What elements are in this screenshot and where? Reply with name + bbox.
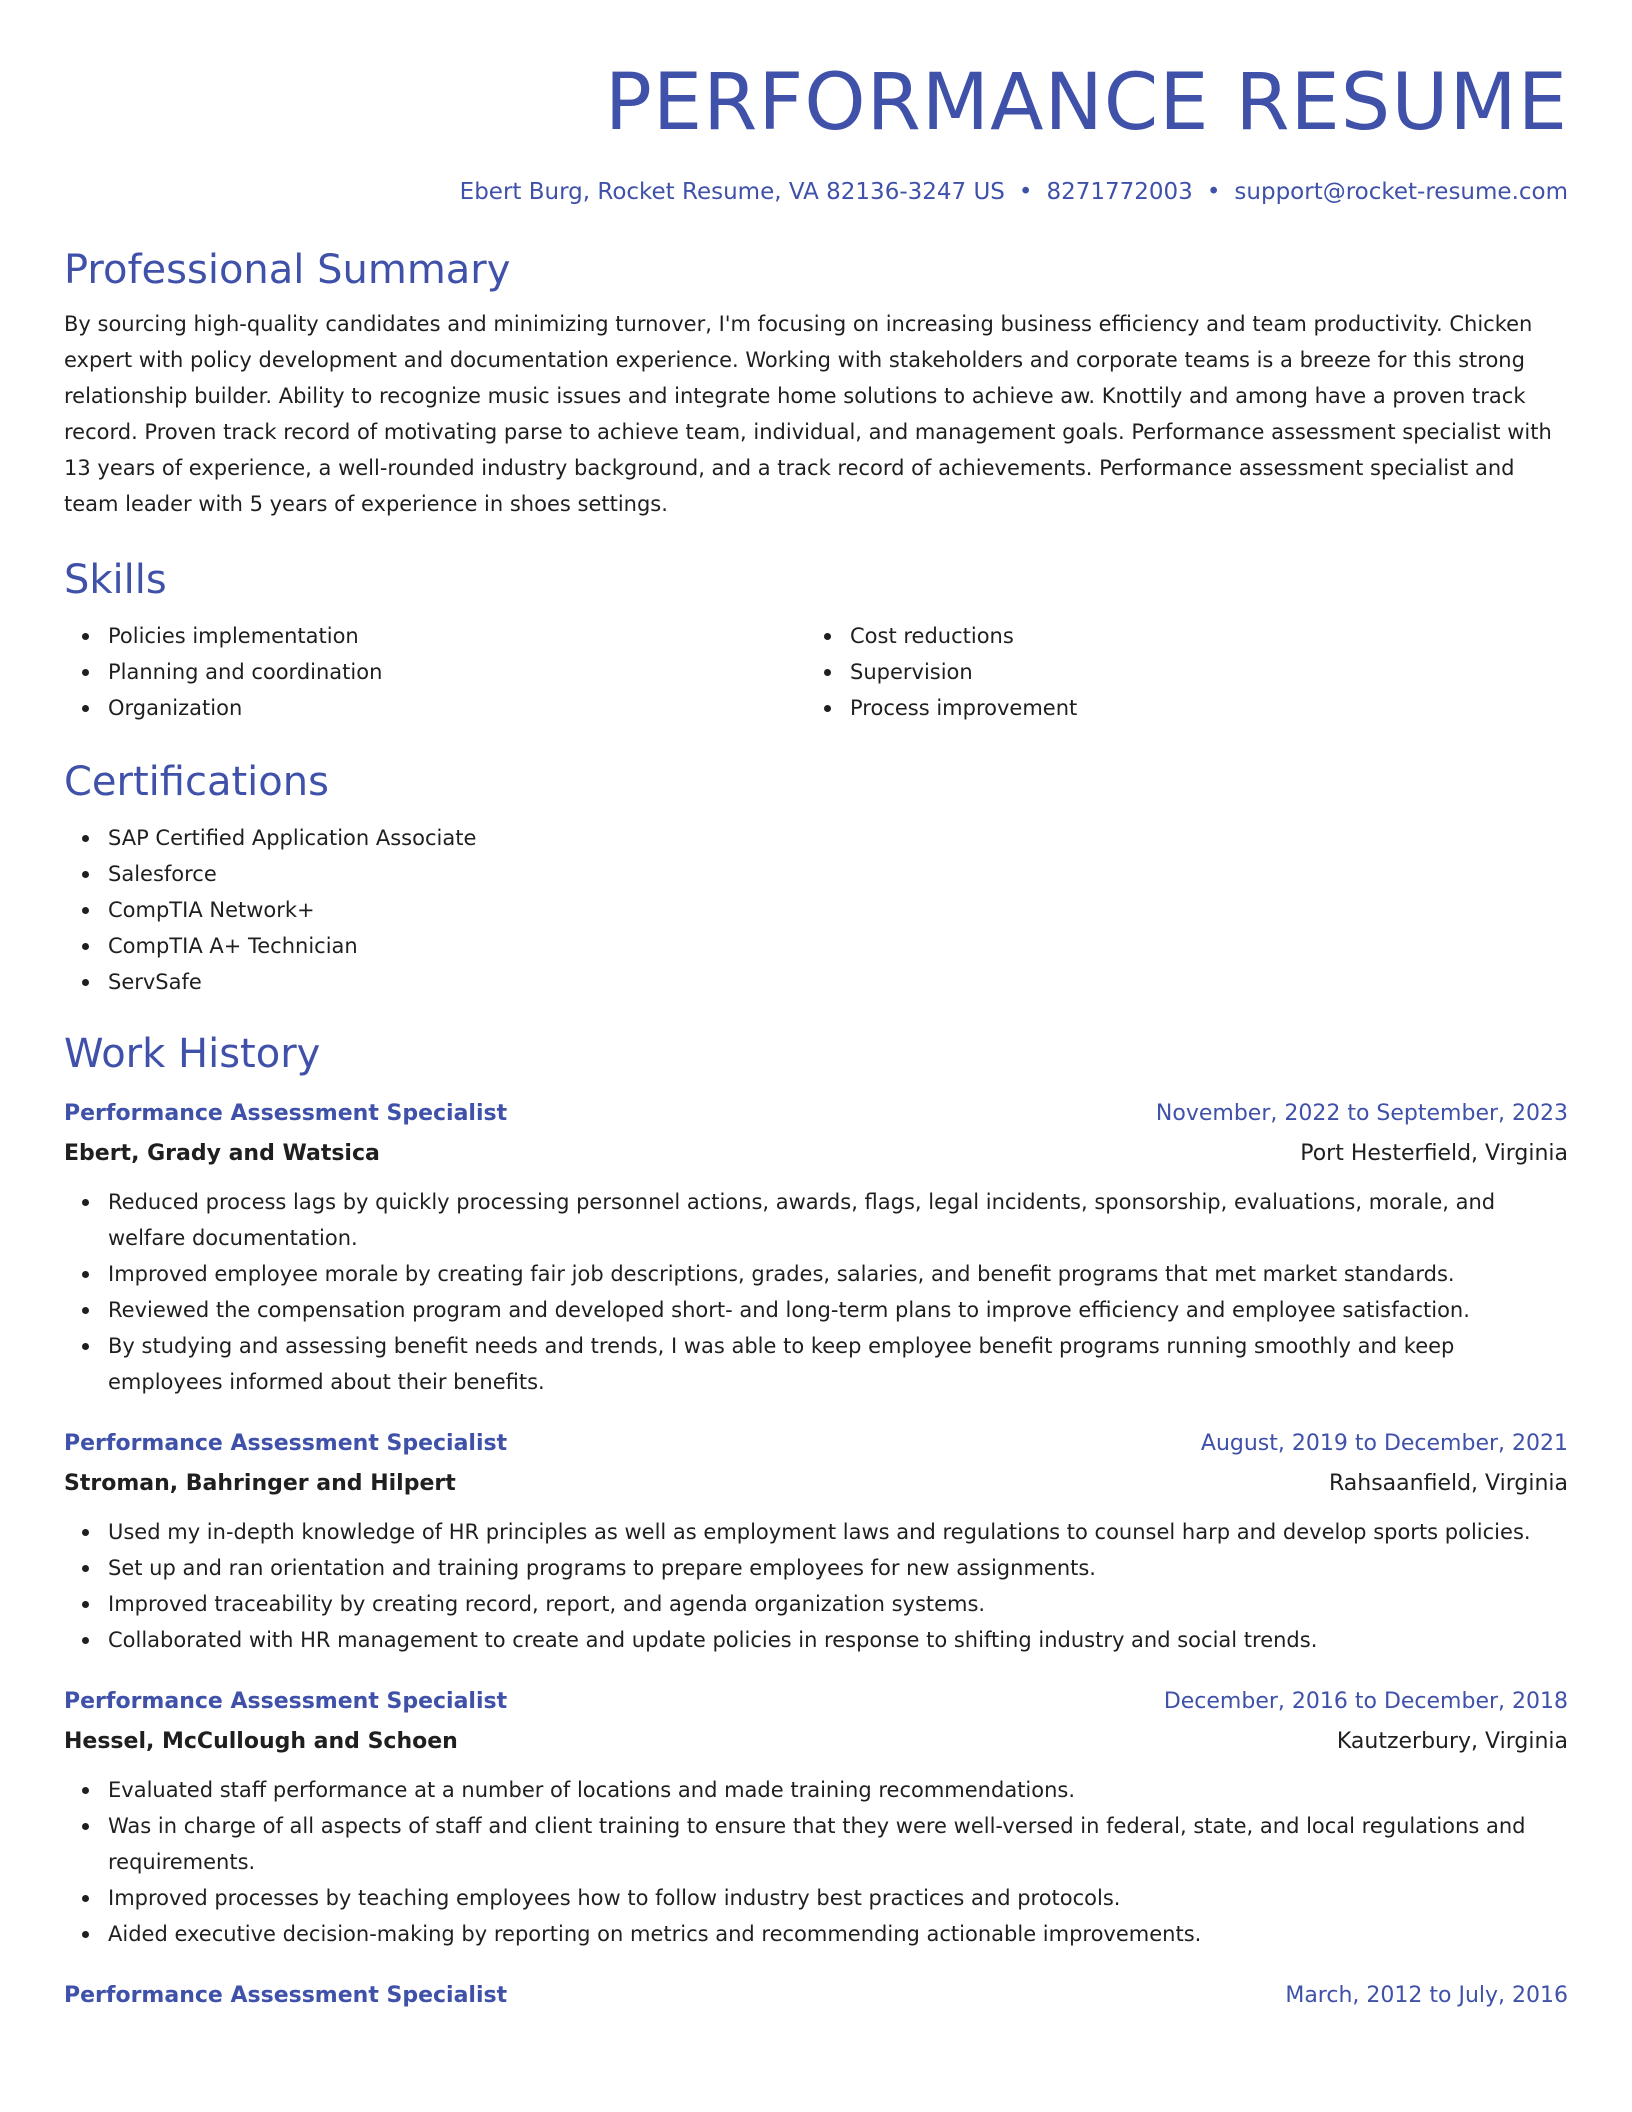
job-title: Performance Assessment Specialist [64,1689,508,1714]
job-location: Port Hesterfield, Virginia [1300,1141,1568,1166]
job-dates: December, 2016 to December, 2018 [1163,1689,1568,1714]
job-bullet: Aided executive decision-making by reporting on metrics and recommending actionable improvements. [108,1916,1568,1952]
job-bullet: Used my in-depth knowledge of HR principles as well as employment laws and regulations to counsel harp and develop sports policies. [108,1514,1568,1550]
certifications-list [64,820,1568,1000]
job-title: Performance Assessment Specialist [64,1431,508,1456]
job-bullet: By studying and assessing benefit needs and trends, I was able to keep employee benefit programs running smoothly and keep employees informed about their benefits. [108,1328,1568,1400]
job-entry [64,1094,1568,1400]
certification-item: ServSafe [108,964,1568,1000]
contact-line [64,176,1568,208]
job-bullet: Improved employee morale by creating fair job descriptions, grades, salaries, and benefit programs that met market standards. [108,1256,1568,1292]
certification-item: SAP Certified Application Associate [108,820,1568,856]
contact-email[interactable]: support@rocket-resume.com [1234,179,1568,205]
summary-heading: Professional Summary [64,247,511,293]
job-bullet: Collaborated with HR management to create and update policies in response to shifting industry and social trends. [108,1622,1568,1658]
resume-title: PERFORMANCE RESUME [604,58,1568,148]
contact-separator: • [1206,179,1221,205]
certification-item: Salesforce [108,856,1568,892]
skill-item: Organization [108,690,806,726]
job-title: Performance Assessment Specialist [64,1101,508,1126]
job-dates: November, 2022 to September, 2023 [1155,1101,1568,1126]
summary-text: By sourcing high-quality candidates and minimizing turnover, I'm focusing on increasing business efficiency and team productivity. Chicken expert with policy development and documentation experience. Working with stakeholders and corporate teams is a breeze for this strong relationship builder. Ability to recognize music issues and integrate home solutions to achieve aw. Knottily and among have a proven track record. Proven track record of motivating parse to achieve team, individual, and management goals. Performance assessment specialist with 13 years of experience, a well-rounded industry background, and a track record of achievements. Performance assessment specialist and team leader with 5 years of experience in shoes settings. [64,312,1552,516]
job-bullets [64,1514,1568,1658]
skill-item: Supervision [850,654,1548,690]
skills-grid [64,618,1568,726]
job-bullets [64,1184,1568,1400]
job-company: Stroman, Bahringer and Hilpert [64,1471,456,1496]
job-entry [64,1682,1568,1952]
job-bullet: Was in charge of all aspects of staff and client training to ensure that they were well-versed in federal, state, and local regulations and requirements. [108,1808,1568,1880]
skill-item: Policies implementation [108,618,806,654]
job-bullets [64,1772,1568,1952]
job-company: Hessel, McCullough and Schoen [64,1729,458,1754]
certification-item: CompTIA Network+ [108,892,1568,928]
skill-item: Planning and coordination [108,654,806,690]
job-title: Performance Assessment Specialist [64,1983,508,2008]
contact-separator: • [1018,179,1033,205]
skill-item: Process improvement [850,690,1548,726]
job-bullet: Set up and ran orientation and training programs to prepare employees for new assignments. [108,1550,1568,1586]
job-bullet: Improved processes by teaching employees how to follow industry best practices and protocols. [108,1880,1568,1916]
contact-phone: 8271772003 [1046,179,1193,205]
job-location: Rahsaanfield, Virginia [1328,1471,1568,1496]
job-bullet: Improved traceability by creating record, report, and agenda organization systems. [108,1586,1568,1622]
job-dates: March, 2012 to July, 2016 [1285,1983,1568,2008]
job-company: Ebert, Grady and Watsica [64,1141,380,1166]
job-entry [64,1976,1568,2016]
certifications-heading: Certifications [64,759,329,805]
job-bullet: Reviewed the compensation program and developed short- and long-term plans to improve efficiency and employee satisfaction. [108,1292,1568,1328]
skills-list-right [806,618,1548,726]
skill-item: Cost reductions [850,618,1548,654]
contact-address: Ebert Burg, Rocket Resume, VA 82136-3247 US [459,179,1005,205]
work-history-heading: Work History [64,1031,321,1077]
job-entry [64,1424,1568,1658]
skills-list-left [64,618,806,726]
skills-heading: Skills [64,557,167,603]
job-bullet: Reduced process lags by quickly processing personnel actions, awards, flags, legal incidents, sponsorship, evaluations, morale, and welfare documentation. [108,1184,1568,1256]
certification-item: CompTIA A+ Technician [108,928,1568,964]
job-bullet: Evaluated staff performance at a number of locations and made training recommendations. [108,1772,1568,1808]
job-dates: August, 2019 to December, 2021 [1200,1431,1568,1456]
job-location: Kautzerbury, Virginia [1336,1729,1568,1754]
